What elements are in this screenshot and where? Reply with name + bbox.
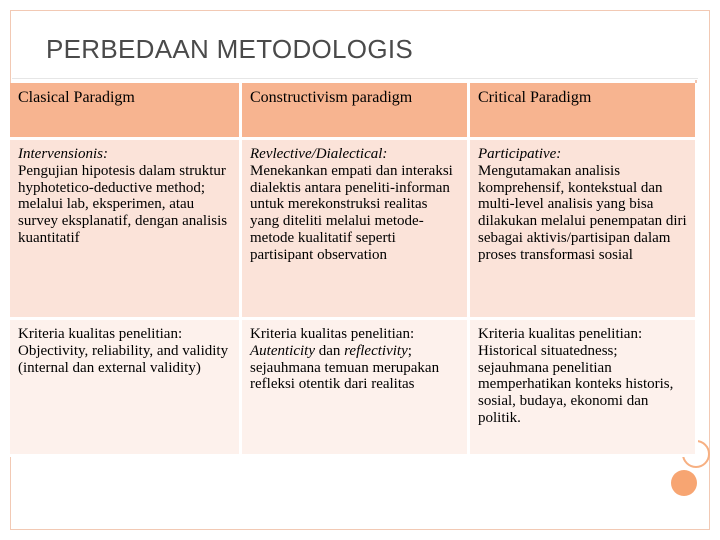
header-constructivism: Constructivism paradigm <box>242 83 470 140</box>
header-critical: Critical Paradigm <box>470 83 698 140</box>
cell-critical-criteria: Kriteria kualitas penelitian: Historical situatedness; sejauhmana penelitian memperhatikan konteks historis, sosial, budaya, ekonomi dan politik. <box>470 320 698 457</box>
cell-lead: Revlective/Dialectical: <box>250 146 388 162</box>
cell-text: dan <box>314 342 345 359</box>
table-row <box>10 320 698 457</box>
header-classical: Clasical Paradigm <box>10 83 242 140</box>
comparison-table <box>10 83 698 457</box>
decorative-dot-icon <box>671 470 697 496</box>
cell-emphasis: Autenticity <box>250 342 315 359</box>
cell-body: Menekankan empati dan interaksi dialektis antara peneliti-informan untuk merekonstruksi realitas yang diteliti melalui metode-metode kualitatif seperti partisipant observation <box>250 162 453 263</box>
table-row <box>10 140 698 320</box>
cell-classical-criteria: Kriteria kualitas penelitian: Objectivity, reliability, and validity (internal dan external validity) <box>10 320 242 457</box>
cell-text: ; sejauhmana temuan merupakan refleksi otentik dari realitas <box>250 342 440 393</box>
title-divider <box>12 78 698 79</box>
cell-text: Kriteria kualitas penelitian: <box>250 326 415 342</box>
cell-emphasis: reflectivity <box>344 342 408 359</box>
slide-title: PERBEDAAN METODOLOGIS <box>46 34 414 64</box>
cell-constructivism-method <box>242 140 470 320</box>
cell-body: Pengujian hipotesis dalam struktur hyphotetico-deductive method; melalui lab, eksperimen, atau survey eksplanatif, dengan analisis kuantitatif <box>18 162 228 246</box>
cell-constructivism-criteria <box>242 320 470 457</box>
table-header-row <box>10 83 698 140</box>
cell-critical-method <box>470 140 698 320</box>
cell-lead: Intervensionis: <box>18 146 108 162</box>
cell-classical-method <box>10 140 242 320</box>
cell-lead: Participative: <box>478 146 562 162</box>
cell-body: Mengutamakan analisis komprehensif, kontekstual dan multi-level analisis yang bisa dilakukan melalui penempatan diri sebagai aktivis/partisipan dalam proses transformasi sosial <box>478 162 687 263</box>
